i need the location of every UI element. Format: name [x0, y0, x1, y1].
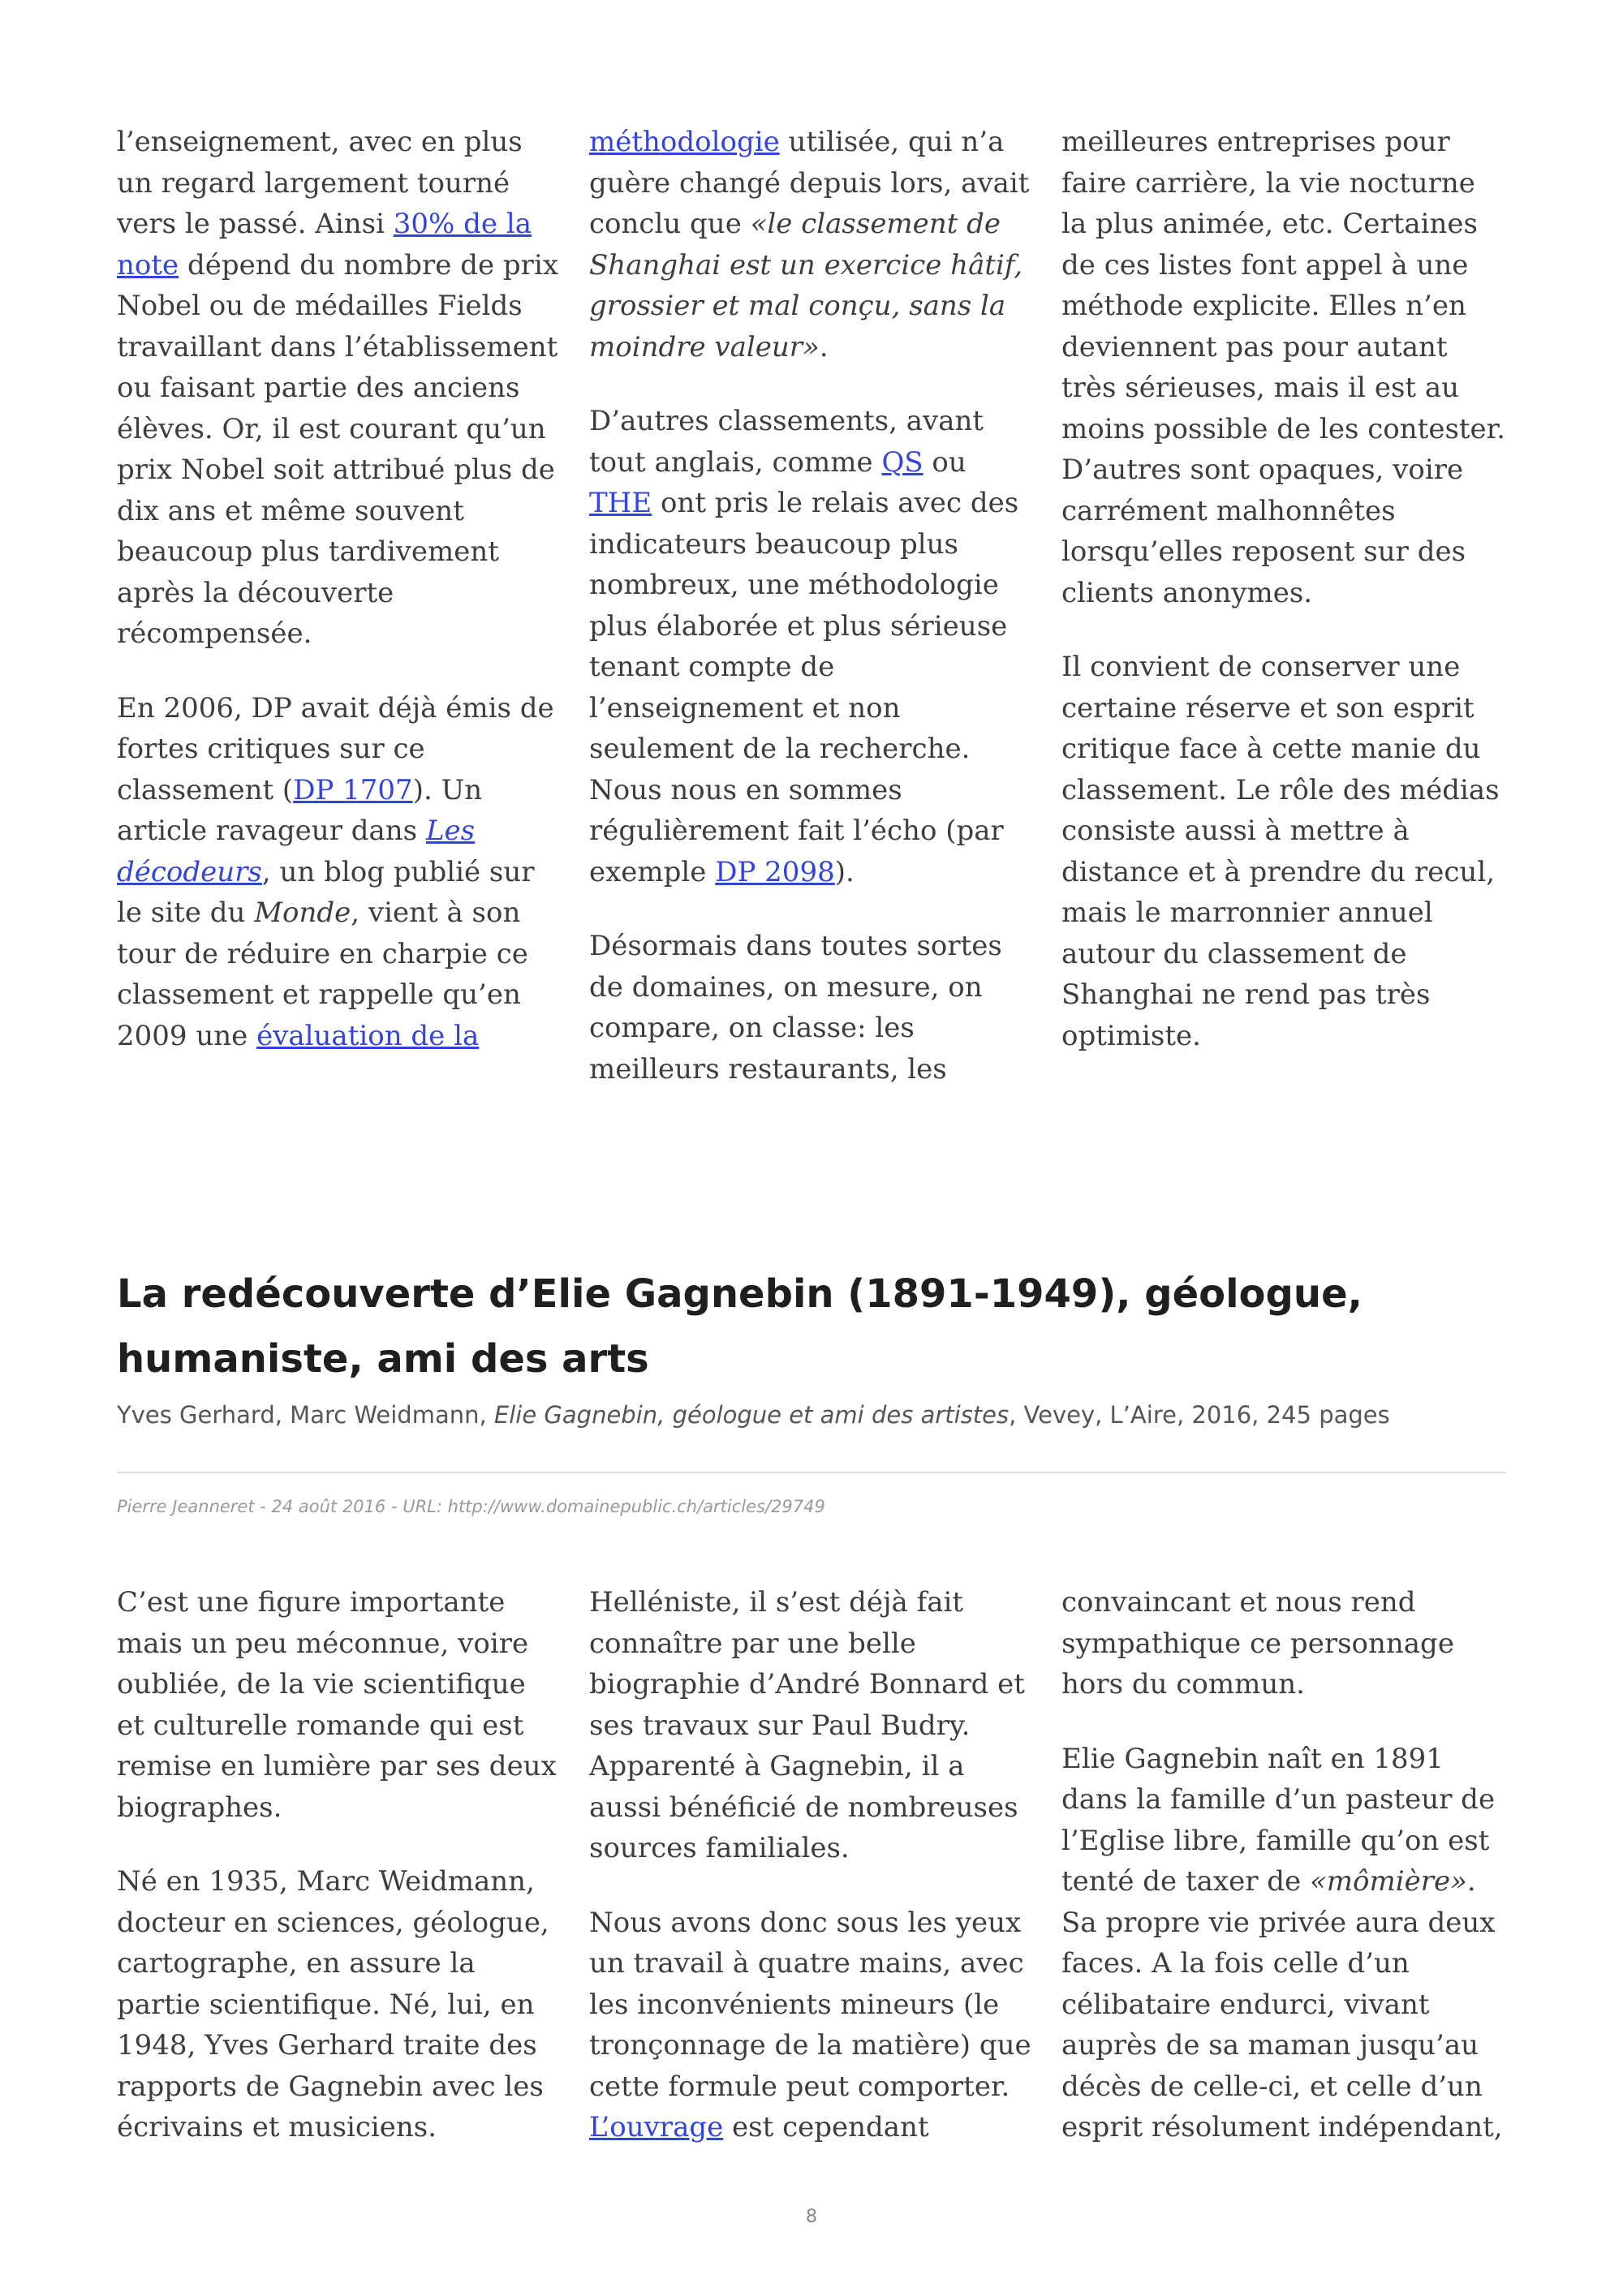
- column-2: [589, 1582, 1034, 2182]
- paragraph: meilleures entreprises pour faire carrière, la vie nocturne la plus animée, etc. Certaines de ces listes font appel à une méthode explicite. Elles n’en deviennent pas pour autant très sérieuses, mais il est au moins possible de les contester. D’autres sont opaques, voire carrément malhonnêtes lorsqu’elles reposent sur des clients anonymes.: [1061, 126, 1506, 609]
- link-the[interactable]: THE: [589, 487, 652, 519]
- article-byline: Pierre Jeanneret - 24 août 2016 - URL: http://www.domainepublic.ch/articles/29749: [117, 1497, 825, 1516]
- page-number: 8: [806, 2207, 817, 2227]
- paragraph: C’est une figure importante mais un peu méconnue, voire oubliée, de la vie scientifique et culturelle romande qui est remise en lumière par ses deux biographes.: [117, 1586, 557, 1824]
- article-title: La redécouverte d’Elie Gagnebin (1891-1949), géologue, humaniste, ami des arts: [117, 1271, 1363, 1382]
- link-dp-1707[interactable]: DP 1707: [293, 773, 413, 806]
- paragraph: Nous avons donc sous les yeux un travail à quatre mains, avec les inconvénients mineurs (le tronçonnage de la matière) que cette formule peut comporter. L’ouvrage est cependant: [589, 1906, 1031, 2143]
- paragraph: Né en 1935, Marc Weidmann, docteur en sciences, géologue, cartographe, en assure la partie scientifique. Né, lui, en 1948, Yves Gerhard traite des rapports de Gagnebin avec les écrivains et musiciens.: [117, 1865, 549, 2143]
- article-1-columns: [117, 122, 1506, 1123]
- paragraph: Désormais dans toutes sortes de domaines, on mesure, on compare, on classe: les meilleurs restaurants, les: [589, 930, 1002, 1086]
- link-evaluation-methodologie[interactable]: évaluation de la: [256, 1019, 480, 1052]
- link-dp-2098[interactable]: DP 2098: [715, 855, 835, 888]
- article-subtitle: Yves Gerhard, Marc Weidmann, Elie Gagnebin, géologue et ami des artistes, Vevey, L’Aire, 2016, 245 pages: [117, 1401, 1390, 1429]
- link-methodologie[interactable]: méthodologie: [589, 126, 780, 158]
- paragraph: convaincant et nous rend sympathique ce personnage hors du commun.: [1061, 1586, 1454, 1701]
- paragraph: Il convient de conserver une certaine réserve et son esprit critique face à cette manie du classement. Le rôle des médias consiste aussi à mettre à distance et à prendre du recul, mais le marronnier annuel autour du classement de Shanghai ne rend pas très optimiste.: [1061, 651, 1500, 1052]
- link-les-decodeurs[interactable]: Les décodeurs: [117, 815, 476, 888]
- paragraph: méthodologie utilisée, qui n’a guère changé depuis lors, avait conclu que «le classement de Shanghai est un exercice hâtif, grossier et mal conçu, sans la moindre valeur».: [589, 126, 1030, 363]
- column-1: [117, 122, 562, 1123]
- link-ouvrage[interactable]: L’ouvrage: [589, 2111, 724, 2143]
- column-1: [117, 1582, 562, 2182]
- column-3: [1061, 1582, 1506, 2182]
- paragraph: Elie Gagnebin naît en 1891 dans la famille d’un pasteur de l’Eglise libre, famille qu’on est tenté de taxer de «mômière». Sa propre vie privée aura deux faces. A la fois celle d’un célibataire endurci, vivant auprès de sa maman jusqu’au décès de celle-ci, et celle d’un esprit résolument indépendant,: [1061, 1742, 1503, 2143]
- link-30-percent-note[interactable]: 30% de la note: [117, 208, 532, 282]
- column-2: [589, 122, 1034, 1123]
- column-3: [1061, 122, 1506, 1123]
- paragraph: D’autres classements, avant tout anglais, comme QS ou THE ont pris le relais avec des indicateurs beaucoup plus nombreux, une méthodologie plus élaborée et plus sérieuse tenant compte de l’enseignement et non seulement de la recherche. Nous nous en sommes régulièrement fait l’écho (par exemple DP 2098).: [589, 405, 1019, 888]
- paragraph: En 2006, DP avait déjà émis de fortes critiques sur ce classement (DP 1707). Un article ravageur dans Les décodeurs, un blog publié sur le site du Monde, vient à son tour de réduire en charpie ce classement et rappelle qu’en 2009 une évaluation de la: [117, 691, 554, 1052]
- link-qs[interactable]: QS: [881, 445, 923, 479]
- divider: [117, 1472, 1506, 1473]
- paragraph: l’enseignement, avec en plus un regard largement tourné vers le passé. Ainsi 30% de la note dépend du nombre de prix Nobel ou de médailles Fields travaillant dans l’établissement ou faisant partie des anciens élèves. Or, il est courant qu’un prix Nobel soit attribué plus de dix ans et même souvent beaucoup plus tardivement après la découverte récompensée.: [117, 126, 558, 650]
- paragraph: Helléniste, il s’est déjà fait connaître par une belle biographie d’André Bonnard et ses travaux sur Paul Budry. Apparenté à Gagnebin, il a aussi bénéficié de nombreuses sources familiales.: [589, 1586, 1025, 1864]
- article-2-columns: [117, 1582, 1506, 2182]
